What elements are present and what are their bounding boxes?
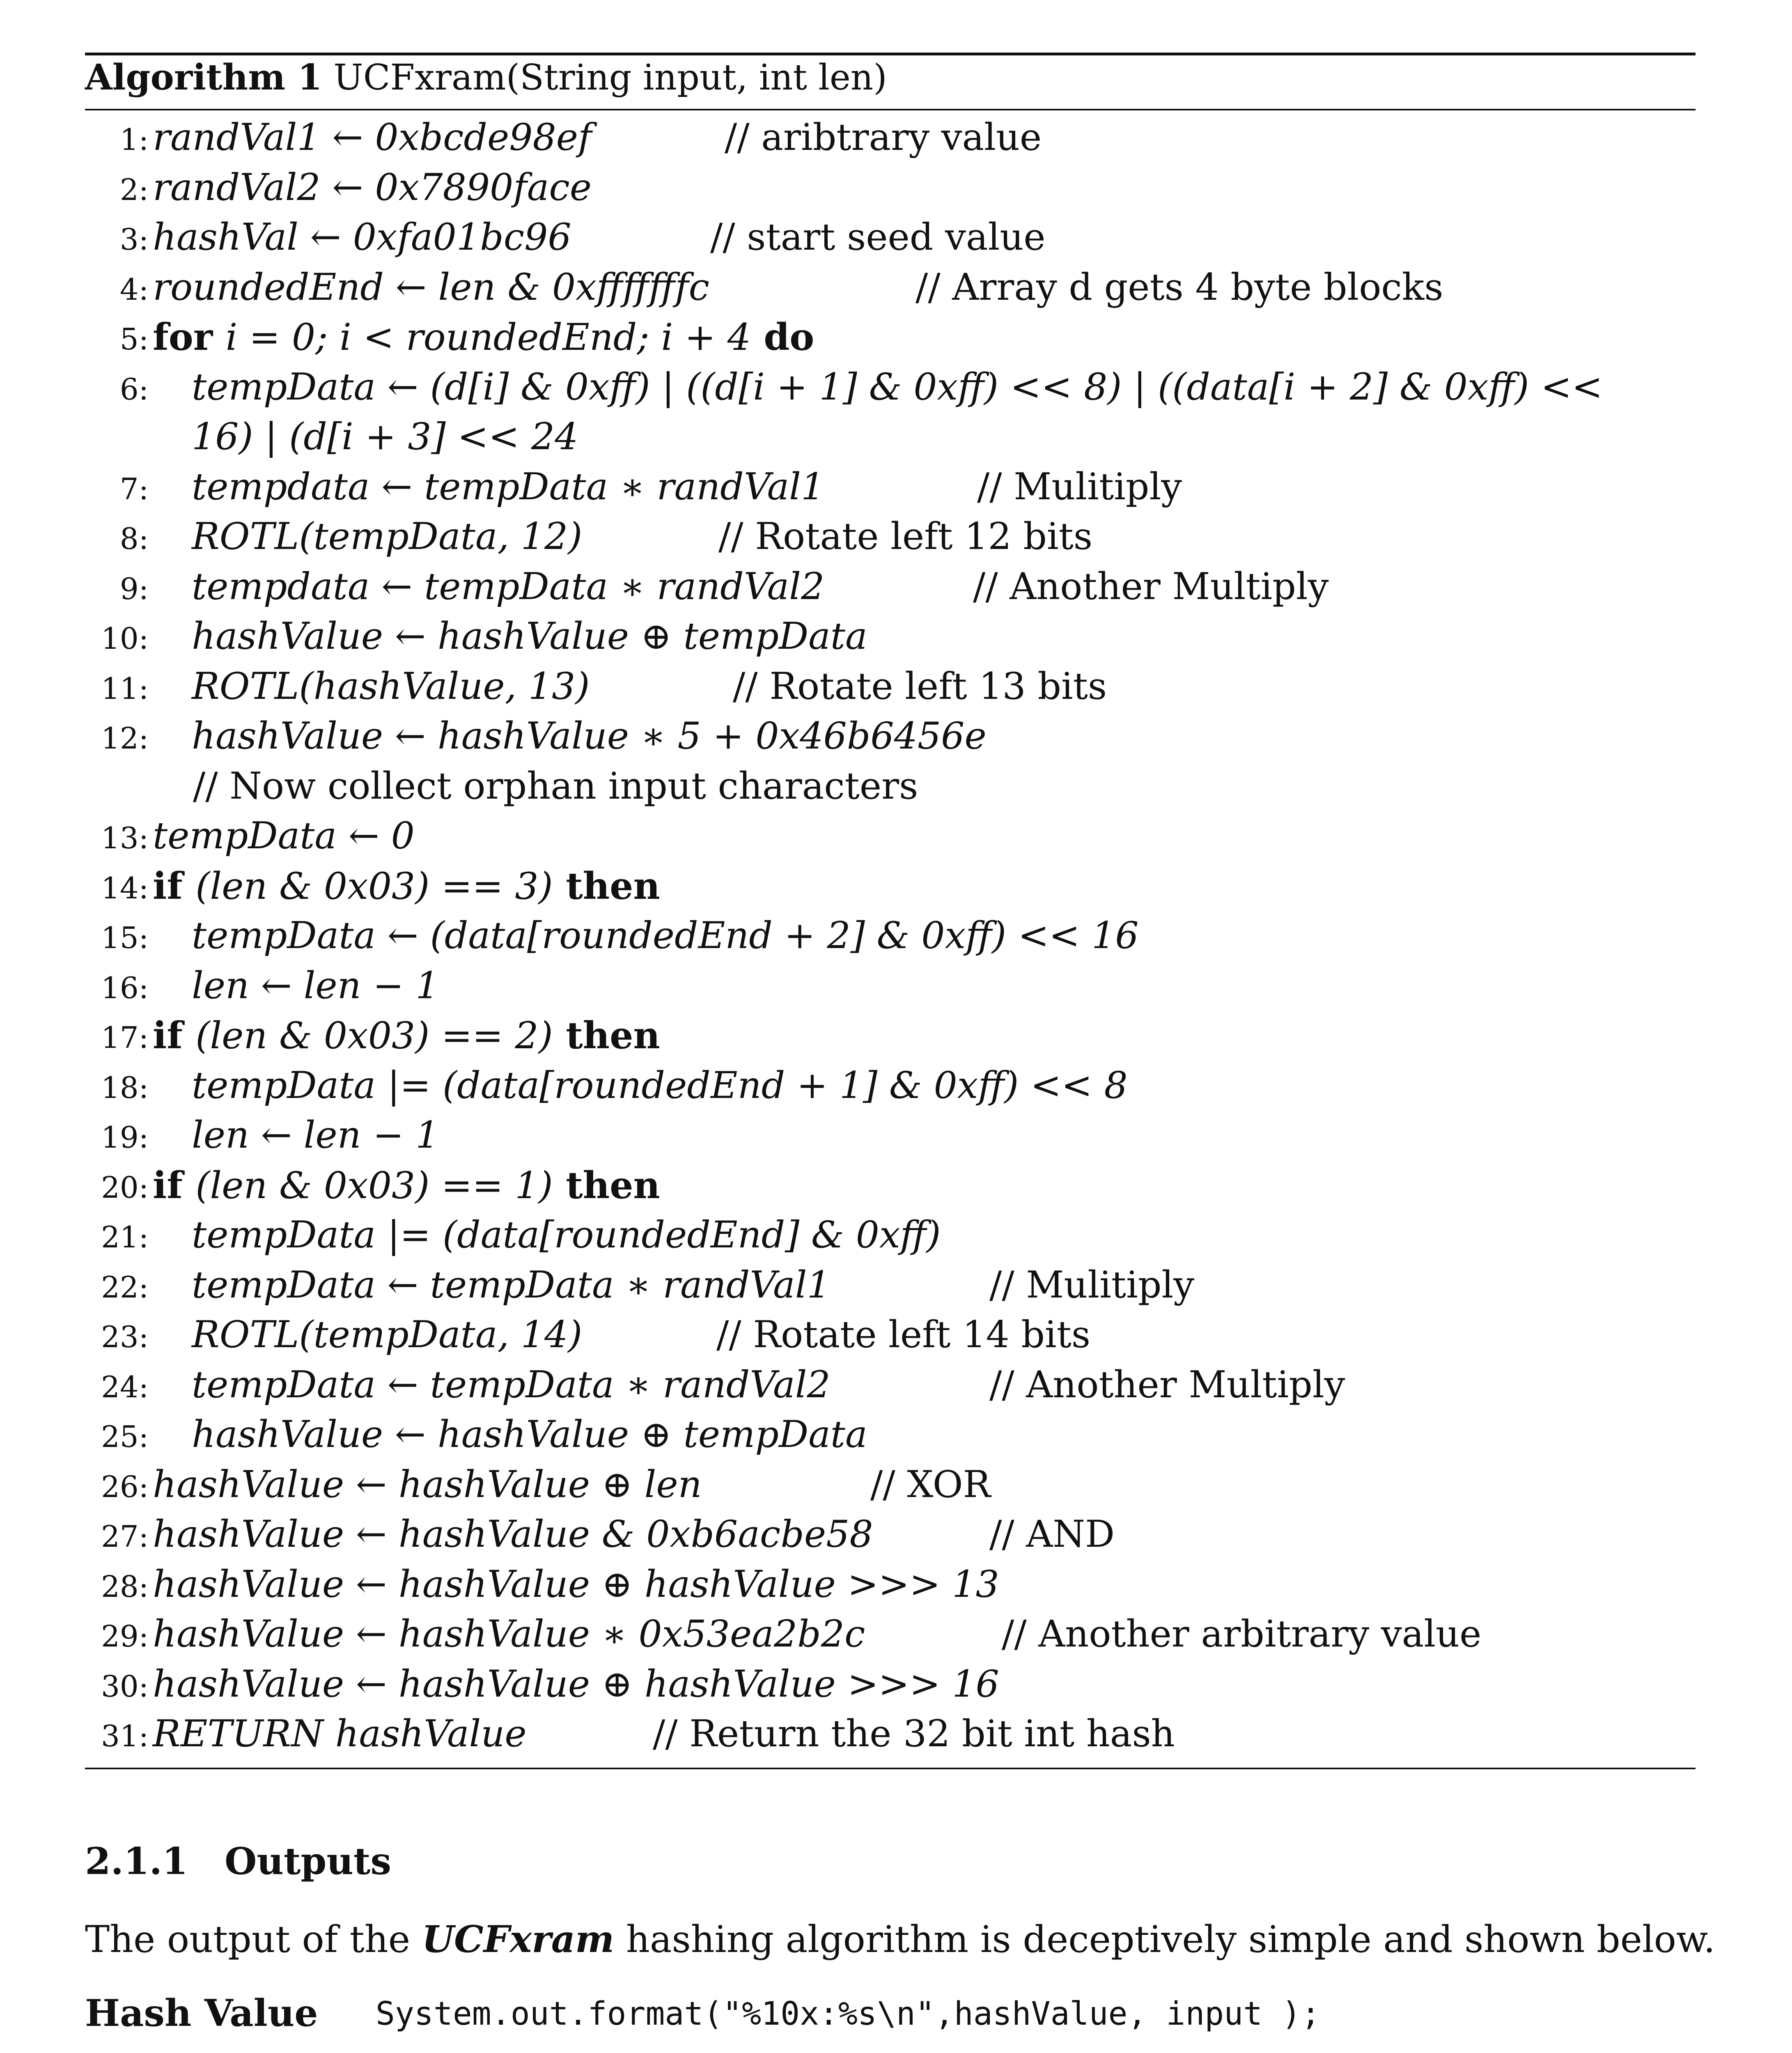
line-comment: // Another Multiply [973, 565, 1329, 608]
line-comment: // Rotate left 13 bits [733, 664, 1107, 708]
algorithm-line [85, 915, 1696, 960]
line-code [153, 267, 709, 308]
algorithm-line [85, 1314, 1696, 1359]
line-code [153, 1664, 999, 1705]
line-code [192, 716, 987, 757]
algorithm-line [85, 1614, 1696, 1659]
line-number: 7: [119, 471, 149, 506]
line-code [153, 866, 660, 907]
line-code [192, 666, 590, 707]
line-code [153, 117, 592, 158]
expression: len ← len − 1 [192, 964, 439, 1007]
line-code [153, 167, 592, 208]
algorithm-line [85, 1165, 1696, 1210]
expression: hashValue ← hashValue ⊕ tempData [192, 1413, 867, 1456]
line-number: 3: [119, 222, 149, 257]
line-number: 14: [101, 870, 149, 905]
line-comment: // start seed value [710, 216, 1046, 259]
expression: (len & 0x03) == 1) [195, 1164, 553, 1207]
keyword: for [153, 315, 226, 359]
algorithm-line [85, 616, 1696, 661]
top-rule [85, 53, 1696, 55]
line-number: 10: [101, 621, 149, 656]
expression: tempData ← 0 [153, 814, 415, 857]
line-number: 30: [101, 1669, 149, 1704]
line-number: 22: [101, 1270, 149, 1304]
expression: tempData ← (data[roundedEnd + 2] & 0xff) << 16 [192, 914, 1139, 957]
line-code [153, 1165, 660, 1206]
expression: tempData ← tempData ∗ randVal1 [192, 1263, 831, 1307]
algorithm-line [85, 815, 1696, 861]
line-code [153, 1713, 527, 1754]
algorithm-line [85, 1115, 1696, 1160]
expression: ROTL(hashValue, 13) [192, 664, 590, 708]
line-code [153, 1464, 702, 1505]
line-code [192, 1414, 867, 1455]
algorithm-line-continuation [85, 766, 1696, 811]
algorithm-line [85, 117, 1696, 162]
line-number: 4: [119, 272, 149, 307]
line-code [192, 367, 1603, 408]
algorithm-line [85, 666, 1696, 711]
line-number: 12: [101, 721, 149, 756]
keyword: then [553, 1014, 660, 1057]
keyword: if [153, 864, 196, 908]
line-number: 9: [119, 571, 149, 606]
line-code [192, 1364, 831, 1405]
line-number: 13: [101, 821, 149, 855]
line-number: 11: [101, 671, 149, 706]
line-number: 23: [101, 1320, 149, 1354]
line-comment: // Now collect orphan input characters [193, 764, 918, 808]
expression: hashValue ← hashValue ⊕ tempData [192, 615, 867, 658]
line-number: 16: [101, 970, 149, 1005]
algorithm-caption [85, 57, 887, 98]
expression: randVal2 ← 0x7890face [153, 165, 592, 209]
expression: 16) | (d[i + 3] << 24 [192, 415, 578, 458]
expression: tempdata ← tempData ∗ randVal2 [192, 565, 825, 608]
expression: tempData |= (data[roundedEnd + 1] & 0xff) << 8 [192, 1063, 1128, 1107]
line-comment: // XOR [870, 1463, 991, 1506]
line-number: 17: [101, 1020, 149, 1055]
algorithm-line [85, 716, 1696, 761]
algorithm-line-continuation [85, 416, 1696, 462]
outputs-paragraph [85, 1918, 1715, 1961]
algorithm-line [85, 866, 1696, 911]
line-code [153, 815, 415, 857]
line-number: 6: [119, 372, 149, 406]
expression: hashValue ← hashValue ⊕ hashValue >>> 16 [153, 1662, 999, 1706]
expression: randVal1 ← 0xbcde98ef [153, 116, 592, 159]
bottom-rule [85, 1768, 1696, 1769]
line-comment: // Mulitiply [989, 1263, 1195, 1307]
line-code [192, 566, 824, 607]
line-comment: // Mulitiply [977, 465, 1182, 508]
algorithm-line [85, 317, 1696, 362]
expression: tempdata ← tempData ∗ randVal1 [192, 465, 825, 508]
expression: hashValue ← hashValue & 0xb6acbe58 [153, 1513, 873, 1556]
algorithm-line [85, 367, 1696, 412]
line-number: 18: [101, 1070, 149, 1105]
keyword: then [553, 1163, 660, 1207]
line-number: 26: [101, 1469, 149, 1504]
algorithm-line [85, 965, 1696, 1010]
expression: hashValue ← hashValue ∗ 5 + 0x46b6456e [192, 714, 987, 758]
intro-text: The output of the [85, 1918, 422, 1961]
algorithm-line [85, 1664, 1696, 1709]
expression: (len & 0x03) == 2) [195, 1014, 553, 1057]
hash-value-term: Hash Value [85, 1991, 318, 2035]
algorithm-line [85, 1713, 1696, 1759]
line-comment: // Another arbitrary value [1002, 1612, 1482, 1656]
expression: (len & 0x03) == 3) [195, 864, 553, 908]
line-code [153, 1015, 660, 1056]
algorithm-line [85, 1514, 1696, 1559]
line-code [192, 1265, 831, 1306]
algorithm-line [85, 167, 1696, 212]
line-comment: // AND [989, 1513, 1115, 1556]
algorithm-line [85, 516, 1696, 561]
line-code [192, 965, 439, 1006]
line-number: 21: [101, 1220, 149, 1254]
line-code [192, 516, 582, 557]
algorithm-line [85, 1065, 1696, 1110]
expression: ROTL(tempData, 14) [192, 1313, 583, 1356]
line-comment: // Return the 32 bit int hash [653, 1712, 1175, 1755]
line-code [192, 1115, 439, 1156]
caption-rule [85, 109, 1696, 110]
line-code [192, 416, 578, 457]
expression: tempData ← (d[i] & 0xff) | ((d[i + 1] & 0xff) << 8) | ((data[i + 2] & 0xff) << [192, 365, 1603, 409]
expression: hashValue ← hashValue ∗ 0x53ea2b2c [153, 1612, 865, 1656]
line-number: 2: [119, 172, 149, 207]
algorithm-line [85, 1414, 1696, 1459]
algorithm-line [85, 1015, 1696, 1060]
line-number: 5: [119, 322, 149, 356]
section-heading-outputs [85, 1839, 391, 1883]
line-code [192, 466, 824, 508]
line-number: 1: [119, 122, 149, 157]
line-code [192, 1215, 941, 1256]
keyword: if [153, 1014, 196, 1057]
section-title: Outputs [225, 1839, 392, 1883]
hash-value-code: System.out.format("%10x:%s\n",hashValue, input ); [376, 1996, 1321, 2032]
line-code [153, 317, 814, 358]
expression: roundedEnd ← len & 0xfffffffc [153, 265, 709, 309]
line-comment: // aribtrary value [725, 116, 1042, 159]
expression: hashVal ← 0xfa01bc96 [153, 216, 571, 259]
line-comment: // Another Multiply [989, 1363, 1345, 1406]
line-code [153, 1564, 999, 1605]
line-number: 31: [101, 1719, 149, 1753]
line-comment: // Rotate left 14 bits [716, 1313, 1091, 1356]
line-comment: // Array d gets 4 byte blocks [916, 265, 1443, 309]
expression: i = 0; i < roundedEnd; i + 4 [225, 316, 751, 359]
expression: tempData |= (data[roundedEnd] & 0xff) [192, 1213, 941, 1256]
line-number: 24: [101, 1369, 149, 1404]
keyword: then [553, 864, 660, 908]
expression: hashValue ← hashValue ⊕ len [153, 1463, 702, 1506]
expression: hashValue ← hashValue ⊕ hashValue >>> 13 [153, 1562, 999, 1606]
expression: RETURN hashValue [153, 1712, 527, 1755]
expression: ROTL(tempData, 12) [192, 515, 583, 558]
algorithm-line [85, 1265, 1696, 1310]
algorithm-label: Algorithm 1 [85, 57, 322, 98]
algorithm-line [85, 1464, 1696, 1509]
line-code [153, 1614, 865, 1655]
intro-text-end: hashing algorithm is deceptively simple and shown below. [614, 1918, 1715, 1961]
expression: len ← len − 1 [192, 1114, 439, 1157]
line-number: 15: [101, 921, 149, 955]
line-number: 20: [101, 1170, 149, 1205]
line-code [192, 616, 867, 657]
line-number: 25: [101, 1419, 149, 1454]
keyword: if [153, 1163, 196, 1207]
section-number: 2.1.1 [85, 1839, 188, 1883]
line-number: 29: [101, 1619, 149, 1653]
line-code [153, 217, 571, 258]
line-number: 28: [101, 1569, 149, 1604]
algorithm-line [85, 566, 1696, 611]
line-comment: // Rotate left 12 bits [718, 515, 1093, 558]
algorithm-line [85, 1564, 1696, 1609]
algorithm-line [85, 1215, 1696, 1260]
line-code [192, 1065, 1128, 1106]
algorithm-name: UCFxram [422, 1918, 615, 1961]
algorithm-line [85, 267, 1696, 312]
line-code [153, 1514, 873, 1555]
line-number: 8: [119, 521, 149, 556]
algorithm-title: UCFxram(String input, int len) [333, 57, 887, 98]
line-number: 19: [101, 1120, 149, 1155]
line-number: 27: [101, 1519, 149, 1554]
algorithm-line [85, 466, 1696, 512]
line-code [192, 915, 1139, 956]
expression: tempData ← tempData ∗ randVal2 [192, 1363, 831, 1406]
algorithm-line [85, 1364, 1696, 1410]
keyword: do [751, 315, 815, 359]
algorithm-line [85, 217, 1696, 262]
line-code [192, 1314, 582, 1355]
